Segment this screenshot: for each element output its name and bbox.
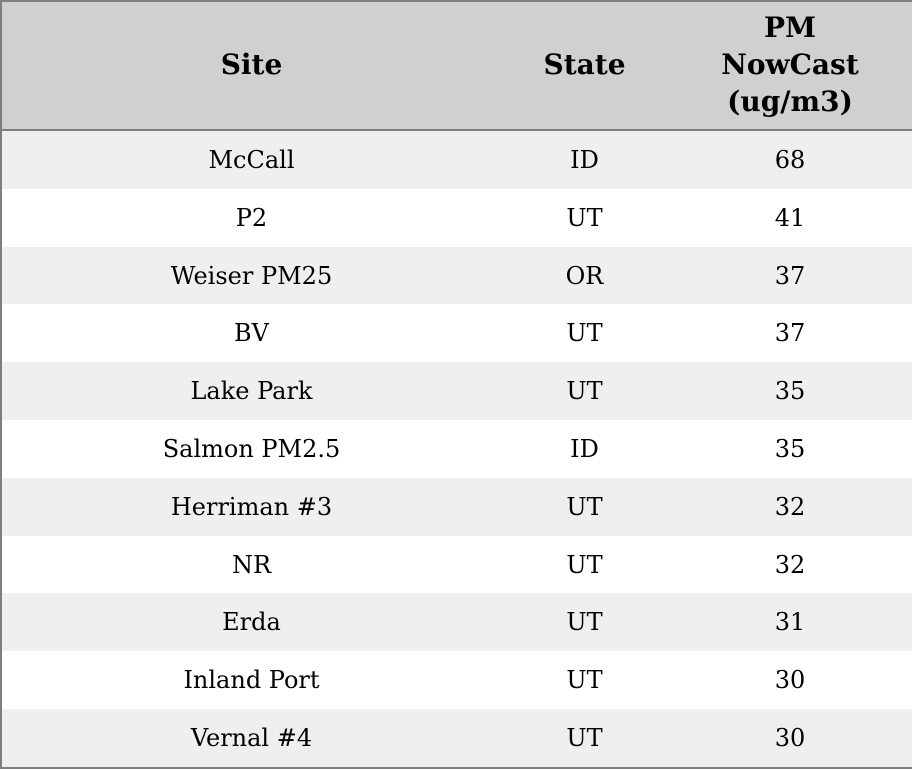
cell-state: UT bbox=[501, 651, 668, 709]
table-body bbox=[1, 130, 912, 768]
cell-state: ID bbox=[501, 130, 668, 189]
column-header-pm-nowcast bbox=[668, 1, 912, 130]
cell-pm: 37 bbox=[668, 247, 912, 305]
table-row bbox=[1, 189, 912, 247]
column-header-pm-nowcast-label: PM NowCast (ug/m3) bbox=[721, 11, 859, 118]
cell-state: UT bbox=[501, 478, 668, 536]
table-row bbox=[1, 130, 912, 189]
table-row bbox=[1, 362, 912, 420]
cell-state: UT bbox=[501, 593, 668, 651]
cell-pm: 41 bbox=[668, 189, 912, 247]
cell-state: UT bbox=[501, 709, 668, 768]
cell-pm: 31 bbox=[668, 593, 912, 651]
column-header-site-label: Site bbox=[220, 48, 283, 82]
cell-state: UT bbox=[501, 189, 668, 247]
cell-site: Inland Port bbox=[1, 651, 501, 709]
table-row bbox=[1, 593, 912, 651]
cell-site: P2 bbox=[1, 189, 501, 247]
table-header bbox=[1, 1, 912, 130]
cell-pm: 37 bbox=[668, 304, 912, 362]
cell-site: Weiser PM25 bbox=[1, 247, 501, 305]
cell-pm: 30 bbox=[668, 651, 912, 709]
cell-pm: 30 bbox=[668, 709, 912, 768]
cell-pm: 32 bbox=[668, 536, 912, 594]
column-header-site bbox=[1, 1, 501, 130]
header-row bbox=[1, 1, 912, 130]
cell-state: OR bbox=[501, 247, 668, 305]
table-row bbox=[1, 478, 912, 536]
cell-state: UT bbox=[501, 362, 668, 420]
cell-site: Lake Park bbox=[1, 362, 501, 420]
column-header-state bbox=[501, 1, 668, 130]
cell-state: UT bbox=[501, 304, 668, 362]
cell-site: Erda bbox=[1, 593, 501, 651]
cell-site: McCall bbox=[1, 130, 501, 189]
table-row bbox=[1, 536, 912, 594]
table-row bbox=[1, 247, 912, 305]
table-row bbox=[1, 651, 912, 709]
cell-pm: 68 bbox=[668, 130, 912, 189]
cell-site: BV bbox=[1, 304, 501, 362]
cell-pm: 35 bbox=[668, 362, 912, 420]
table-row bbox=[1, 304, 912, 362]
cell-site: Vernal #4 bbox=[1, 709, 501, 768]
table-row bbox=[1, 420, 912, 478]
cell-pm: 35 bbox=[668, 420, 912, 478]
cell-pm: 32 bbox=[668, 478, 912, 536]
cell-site: NR bbox=[1, 536, 501, 594]
column-header-state-label: State bbox=[543, 48, 626, 82]
cell-site: Salmon PM2.5 bbox=[1, 420, 501, 478]
table-row bbox=[1, 709, 912, 768]
cell-state: ID bbox=[501, 420, 668, 478]
cell-site: Herriman #3 bbox=[1, 478, 501, 536]
cell-state: UT bbox=[501, 536, 668, 594]
